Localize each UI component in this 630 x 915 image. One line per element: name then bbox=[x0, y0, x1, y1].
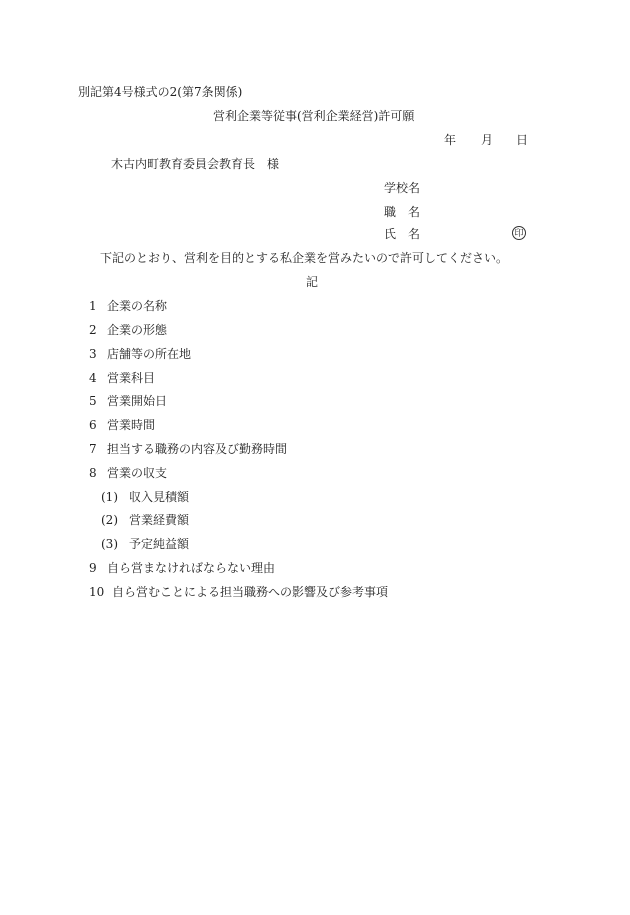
sub-item-label: 予定純益額 bbox=[129, 537, 190, 551]
sub-item-number: (2) bbox=[101, 513, 118, 527]
item-number: 6 bbox=[89, 418, 97, 432]
list-item bbox=[89, 584, 388, 600]
sub-item-number: (1) bbox=[101, 490, 118, 504]
request-text: 下記のとおり、営利を目的とする私企業を営みたいので許可してください。 bbox=[100, 251, 509, 265]
item-number: 9 bbox=[89, 561, 97, 575]
item-number: 1 bbox=[89, 299, 97, 313]
list-item bbox=[89, 441, 287, 457]
item-number: 10 bbox=[89, 585, 105, 599]
list-item bbox=[89, 346, 191, 362]
document-title: 営利企業等従事(営利企業経営)許可願 bbox=[213, 109, 415, 123]
sub-item-label: 収入見積額 bbox=[129, 490, 190, 504]
sub-list-item bbox=[101, 512, 189, 528]
sub-item-label: 営業経費額 bbox=[129, 513, 190, 527]
item-label: 営業時間 bbox=[107, 418, 156, 432]
position-label: 職 名 bbox=[384, 205, 421, 219]
list-item bbox=[89, 322, 167, 338]
item-label: 自ら営まなければならない理由 bbox=[107, 561, 276, 575]
item-label: 営業開始日 bbox=[107, 394, 168, 408]
sub-item-number: (3) bbox=[101, 537, 118, 551]
item-number: 4 bbox=[89, 371, 97, 385]
addressee: 木古内町教育委員会教育長 様 bbox=[111, 157, 280, 171]
list-item bbox=[89, 560, 275, 576]
item-number: 2 bbox=[89, 323, 97, 337]
sub-list-item bbox=[101, 489, 189, 505]
item-label: 店舗等の所在地 bbox=[107, 347, 192, 361]
date-year-label: 年 bbox=[444, 133, 457, 147]
item-label: 企業の形態 bbox=[107, 323, 168, 337]
list-item bbox=[89, 370, 155, 386]
item-label: 企業の名称 bbox=[107, 299, 168, 313]
sub-list-item bbox=[101, 536, 189, 552]
name-label: 氏 名 bbox=[384, 227, 421, 241]
date-month-label: 月 bbox=[481, 133, 494, 147]
item-number: 8 bbox=[89, 466, 97, 480]
seal-mark: 印 bbox=[512, 226, 526, 240]
list-item bbox=[89, 393, 167, 409]
item-label: 担当する職務の内容及び勤務時間 bbox=[107, 442, 288, 456]
form-code: 別記第4号様式の2(第7条関係) bbox=[78, 85, 243, 99]
ki-heading: 記 bbox=[306, 275, 319, 289]
item-number: 3 bbox=[89, 347, 97, 361]
list-item bbox=[89, 298, 167, 314]
date-day-label: 日 bbox=[516, 133, 529, 147]
list-item bbox=[89, 417, 155, 433]
item-number: 7 bbox=[89, 442, 97, 456]
list-item bbox=[89, 465, 167, 481]
item-number: 5 bbox=[89, 394, 97, 408]
school-name-label: 学校名 bbox=[384, 181, 421, 195]
item-label: 自ら営むことによる担当職務への影響及び参考事項 bbox=[112, 585, 389, 599]
item-label: 営業の収支 bbox=[107, 466, 168, 480]
item-label: 営業科目 bbox=[107, 371, 156, 385]
